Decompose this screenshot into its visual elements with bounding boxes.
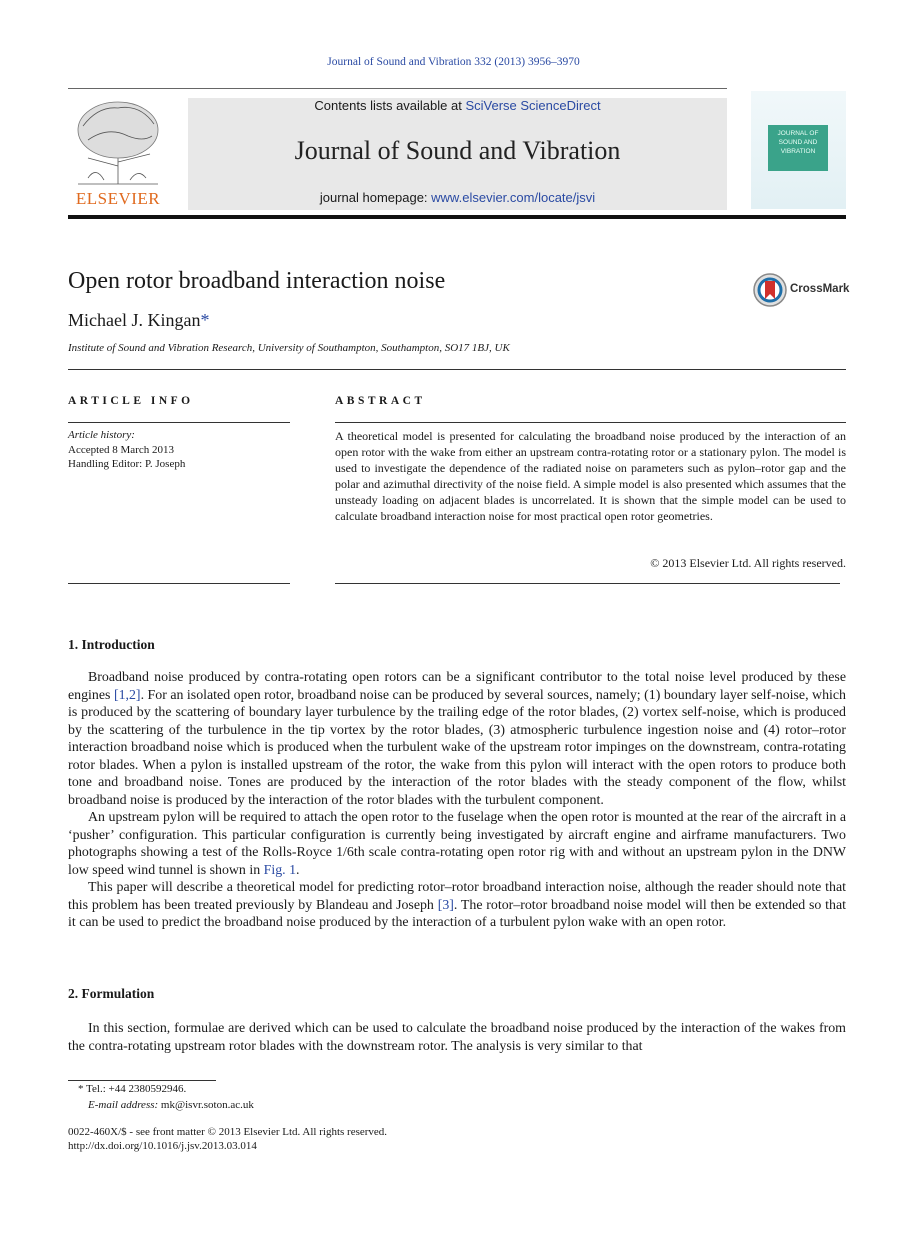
history-label: Article history: bbox=[68, 429, 135, 441]
introduction-body bbox=[68, 669, 846, 932]
elsevier-tree-icon bbox=[68, 96, 168, 188]
author-footnote-mark[interactable]: * bbox=[200, 310, 210, 330]
footnote-telephone: * Tel.: +44 2380592946. bbox=[78, 1083, 187, 1095]
cover-title-box: JOURNAL OF SOUND AND VIBRATION bbox=[768, 125, 828, 171]
header-rule bbox=[68, 215, 846, 219]
accepted-date: Accepted 8 March 2013 bbox=[68, 443, 174, 456]
section-heading-formulation: 2. Formulation bbox=[68, 986, 155, 1001]
author-affiliation: Institute of Sound and Vibration Research, University of Southampton, Southampton, SO17 1BJ, UK bbox=[68, 342, 510, 354]
banner-top-rule bbox=[68, 88, 727, 89]
crossmark-icon bbox=[752, 272, 788, 308]
paragraph: An upstream pylon will be required to attach the open rotor to the fuselage when the open rotor is mounted at the rear of the aircraft in a ‘pusher’ configuration. This particular configuration is currently being investigated by aircraft engine and airframe manufacturers. Two photographs showing a test of the Rolls-Royce 1/6th scale contra-rotating open rotor rig with and without an upstream pylon in the DNW low speed wind tunnel is shown in Fig. 1. bbox=[68, 810, 846, 878]
journal-banner bbox=[188, 98, 727, 210]
figure-link[interactable]: Fig. 1 bbox=[263, 862, 297, 878]
journal-title: Journal of Sound and Vibration bbox=[294, 136, 621, 165]
doi-link[interactable]: http://dx.doi.org/10.1016/j.jsv.2013.03.014 bbox=[68, 1140, 257, 1152]
abstract-copyright: © 2013 Elsevier Ltd. All rights reserved. bbox=[650, 556, 846, 570]
journal-cover[interactable] bbox=[751, 91, 846, 209]
abstract-top-rule bbox=[335, 422, 846, 423]
article-info-top-rule bbox=[68, 422, 290, 423]
citation-link[interactable]: [1,2] bbox=[113, 687, 141, 703]
paragraph: This paper will describe a theoretical model for predicting rotor–rotor broadband interaction noise, although the reader should note that this problem has been treated previously by Blandeau and Joseph [3]. The rotor–rotor broadband noise model will then be extended so that it can be used to predict the broadband noise produced by the interaction of a turbulent pylon wake with an open rotor. bbox=[68, 880, 847, 930]
citation-link[interactable]: [3] bbox=[437, 897, 454, 913]
article-title: Open rotor broadband interaction noise bbox=[68, 268, 446, 294]
formulation-body bbox=[68, 1020, 846, 1055]
paragraph: Broadband noise produced by contra-rotating open rotors can be a significant contributor to the total noise level produced by these engines [1,2]. For an isolated open rotor, broadband noise can be produced by several sources, namely; (1) boundary layer self-noise, which is produced by the scattering of boundary layer turbulence by the trailing edge of the rotor blades, (2) vortex self-noise, which is produced by the scattering of the turbulence in the tip vortex by the rotor blades, (3) atmospheric turbulence ingestion noise and (4) rotor–rotor interaction broadband noise which is produced when the turbulent wake of the upstream rotor impinges on the downstream, contra-rotating rotor blades. When a pylon is installed upstream of the rotor, the wake from this pylon will interact with the open rotors to produce both tone and broadband noise. Tones are produced by the interaction of the rotor blades with the steady component of the flow, whilst broadband noise is produced by the interaction of the rotor blades with the turbulent component. bbox=[68, 670, 846, 808]
abstract-heading: ABSTRACT bbox=[335, 395, 426, 407]
journal-reference[interactable]: Journal of Sound and Vibration 332 (2013) 3956–3970 bbox=[327, 56, 580, 68]
footnote-rule bbox=[68, 1080, 216, 1081]
publisher-name: ELSEVIER bbox=[75, 189, 161, 208]
affiliation-rule bbox=[68, 369, 846, 370]
article-info-bottom-rule bbox=[68, 583, 290, 584]
footnote-email: E-mail address: mk@isvr.soton.ac.uk bbox=[88, 1099, 254, 1111]
abstract-text: A theoretical model is presented for calculating the broadband noise produced by the interaction of an open rotor with the wake from either an upstream contra-rotating rotor or a stationary pylon. The model is used to investigate the dependence of the radiated noise on parameters such as pylon–rotor gap and the polar and azimuthal directivity of the noise field. A simple model is also presented which assumes that the unsteady loading on adjacent blades is uncorrelated. It is shown that the simple model can be used to calculate broadband interaction noise for most practical open rotor geometries. bbox=[335, 429, 846, 523]
abstract-bottom-rule bbox=[335, 583, 840, 584]
homepage-link[interactable]: www.elsevier.com/locate/jsvi bbox=[431, 190, 596, 205]
issn-line: 0022-460X/$ - see front matter © 2013 Elsevier Ltd. All rights reserved. bbox=[68, 1126, 388, 1138]
paragraph: In this section, formulae are derived which can be used to calculate the broadband noise produced by the interaction of the wakes from the contra-rotating upstream rotor blades with the downstream rotor. The analysis is very similar to that bbox=[68, 1021, 846, 1054]
author-name: Michael J. Kingan* bbox=[68, 310, 210, 330]
sciencedirect-link[interactable]: SciVerse ScienceDirect bbox=[465, 98, 601, 113]
article-history bbox=[68, 428, 290, 472]
crossmark-badge[interactable] bbox=[752, 272, 852, 308]
contents-line: Contents lists available at SciVerse ScienceDirect bbox=[314, 98, 601, 113]
crossmark-label: CrossMark bbox=[790, 283, 850, 295]
handling-editor: Handling Editor: P. Joseph bbox=[68, 458, 186, 470]
publisher-logo bbox=[68, 96, 168, 209]
section-heading-introduction: 1. Introduction bbox=[68, 637, 155, 652]
homepage-line: journal homepage: www.elsevier.com/locate/jsvi bbox=[319, 190, 596, 205]
article-info-heading: ARTICLE INFO bbox=[68, 395, 194, 407]
email-link[interactable]: mk@isvr.soton.ac.uk bbox=[158, 1099, 254, 1111]
